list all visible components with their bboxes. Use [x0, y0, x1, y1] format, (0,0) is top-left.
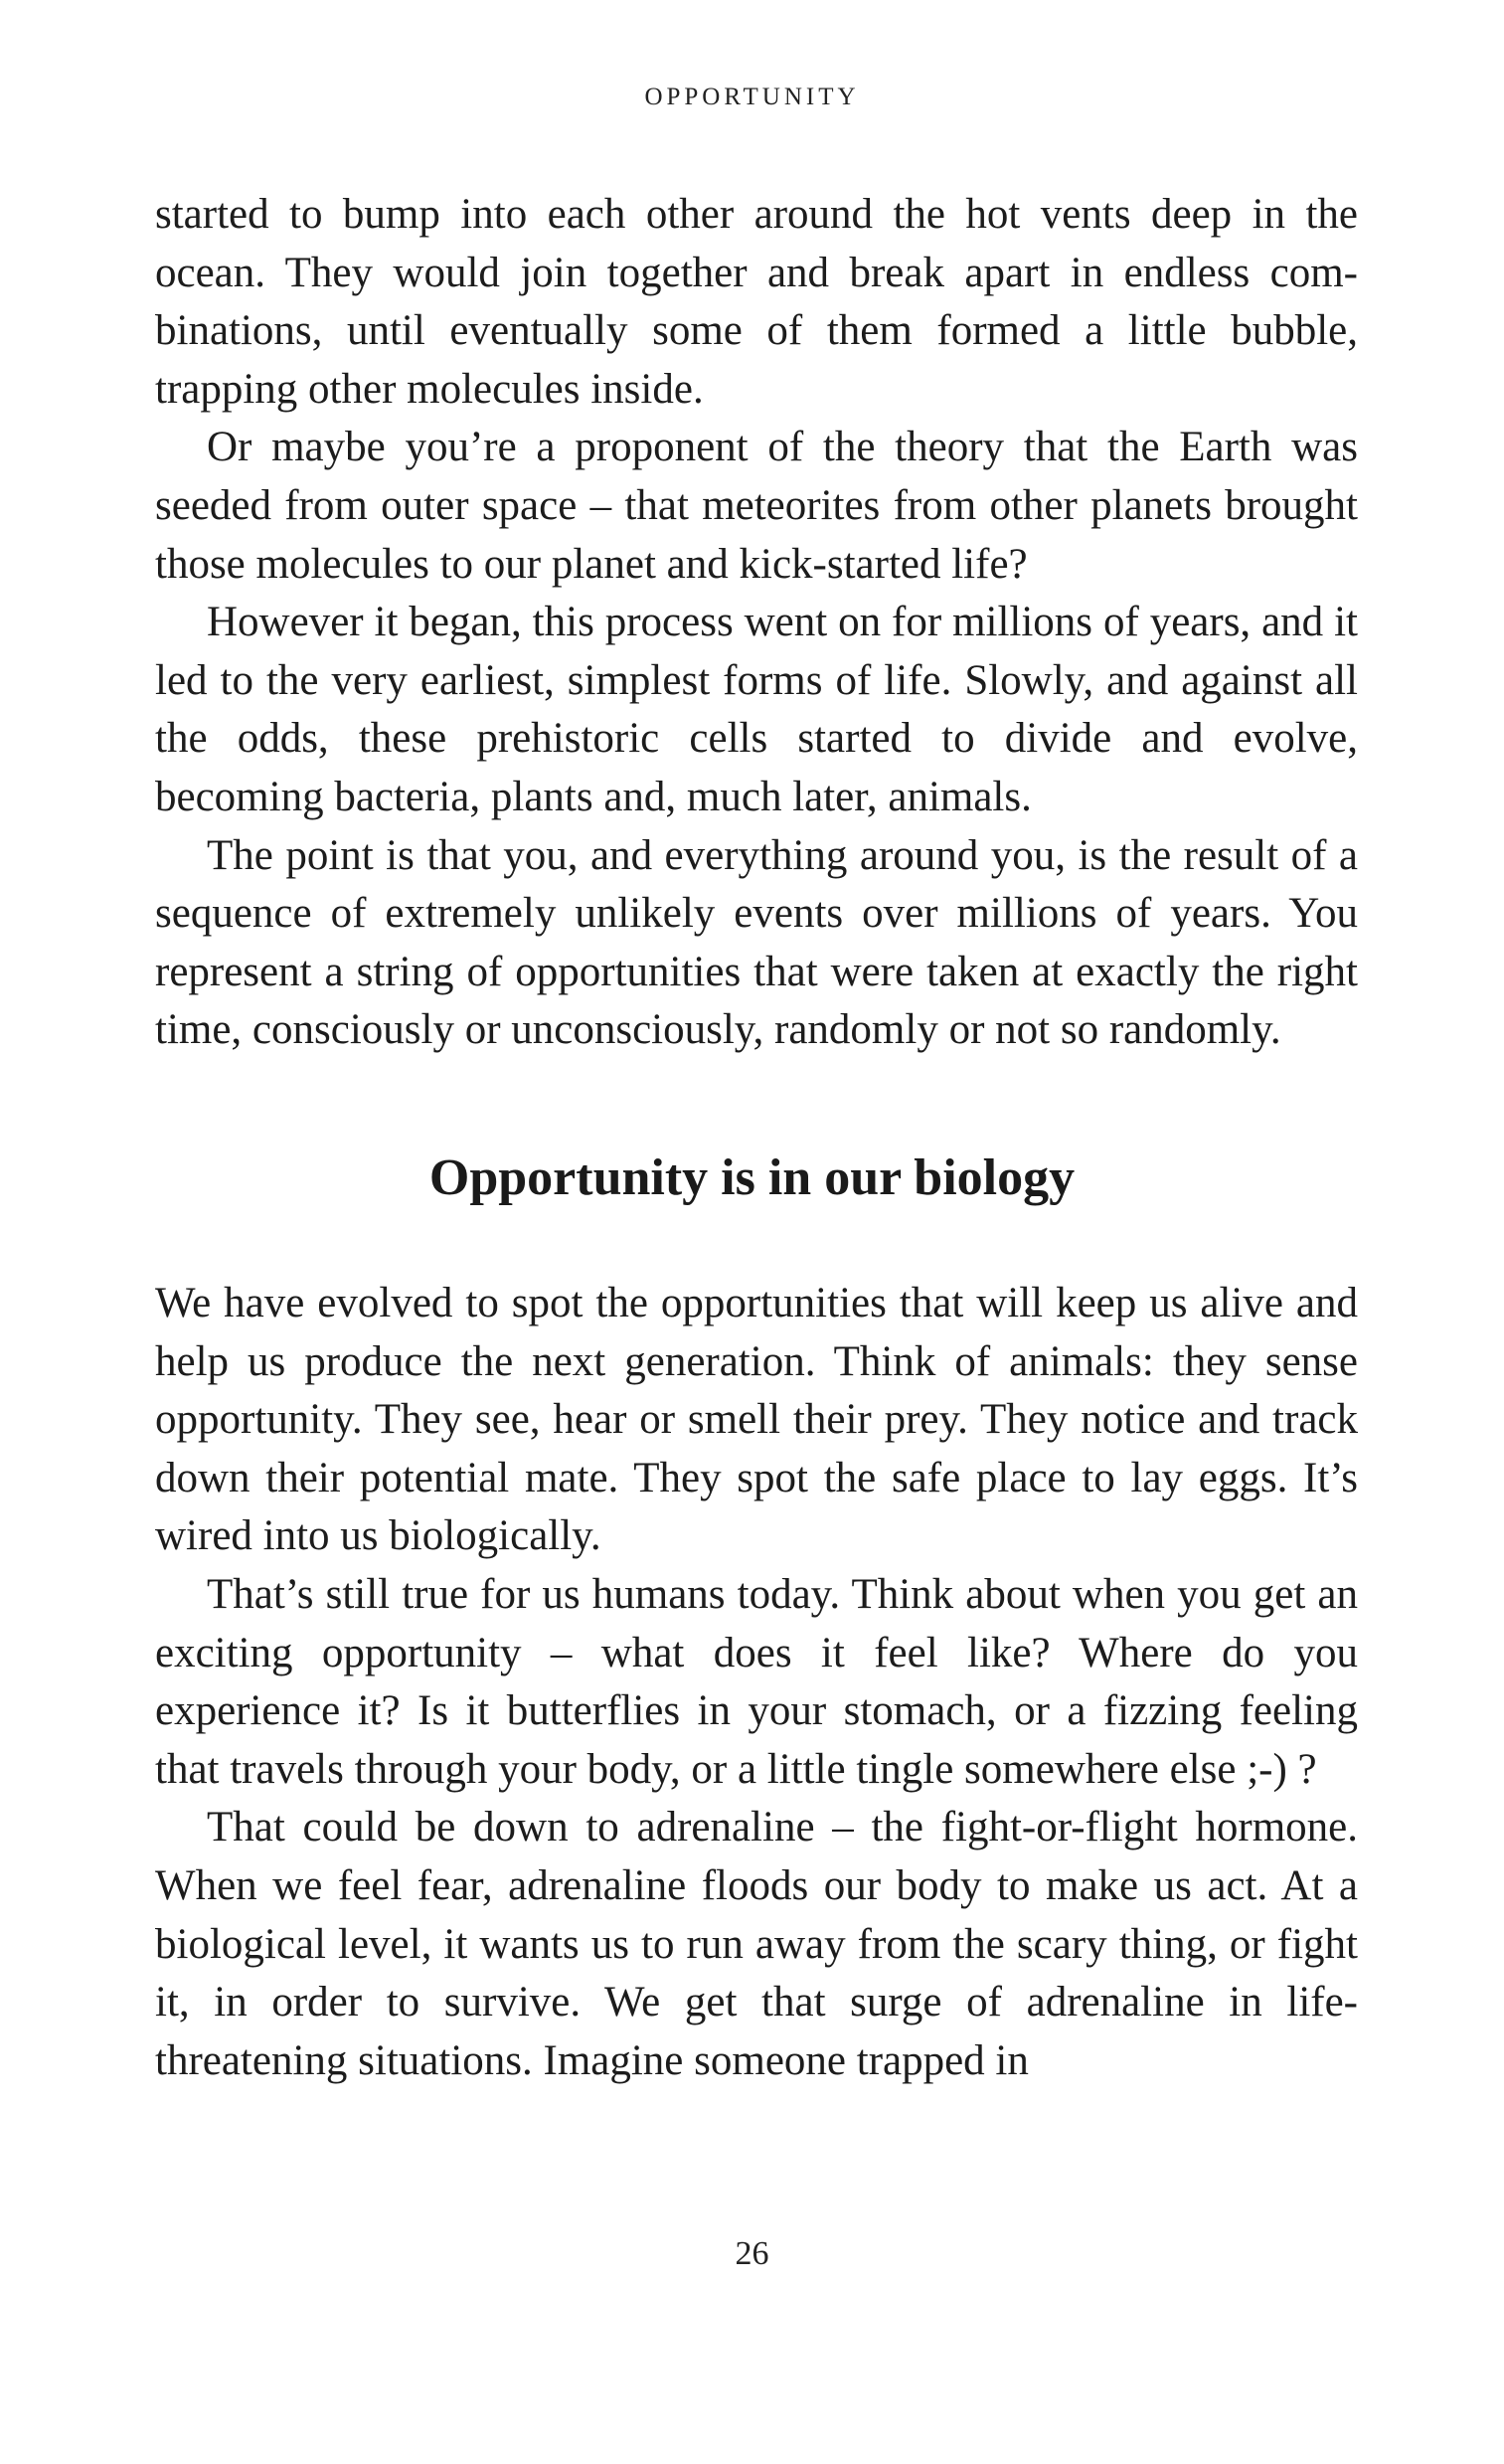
paragraph: However it began, this process went on for millions of years, and it led to the very earliest, simplest forms of life. Slowly, and against all the odds, these prehistoric cells started to divide and evolve, becoming bacteria, plants and, much later, animals.: [155, 599, 1358, 820]
section-heading: Opportunity is in our biology: [428, 1149, 1076, 1206]
paragraph: started to bump into each other around the hot vents deep in the ocean. They would join together and break apart in endless combinations, until eventually some of them formed a little bubble, trapping other molecules inside.: [155, 191, 1358, 413]
paragraph: Or maybe you’re a proponent of the theory that the Earth was seeded from outer space – that meteorites from other planets brought those molecules to our planet and kick-started life?: [155, 424, 1358, 588]
page-number: 26: [735, 2235, 769, 2272]
paragraph: We have evolved to spot the opportunities that will keep us alive and help us produce the next generation. Think of animals: they sense opportunity. They see, hear or smell their prey. They notice and track down their potential mate. They spot the safe place to lay eggs. It’s wired into us biologically.: [155, 1280, 1358, 1560]
paragraph: The point is that you, and everything around you, is the result of a sequence of extremely unlikely events over millions of years. You represent a string of opportunities that were taken at exactly the right time, consciously or unconsciously, randomly or not so randomly.: [155, 831, 1358, 1054]
running-header: OPPORTUNITY: [644, 84, 860, 110]
paragraph: That could be down to adrenaline – the fight-or-flight hormone. When we feel fear, adrenaline floods our body to make us act. At a biological level, it wants us to run away from the scary thing, or fight it, in order to survive. We get that surge of adrenaline in life-threatening situations. Imagine someone trapped in: [155, 1804, 1358, 2084]
body-text-section-two: [155, 1275, 1358, 2090]
body-text-section-one: [155, 186, 1358, 1060]
paragraph: That’s still true for us humans today. Think about when you get an exciting opportunity – what does it feel like? Where do you experience it? Is it butterflies in your stomach, or a fizzing feeling that travels through your body, or a little tingle somewhere else ;-) ?: [155, 1570, 1358, 1793]
